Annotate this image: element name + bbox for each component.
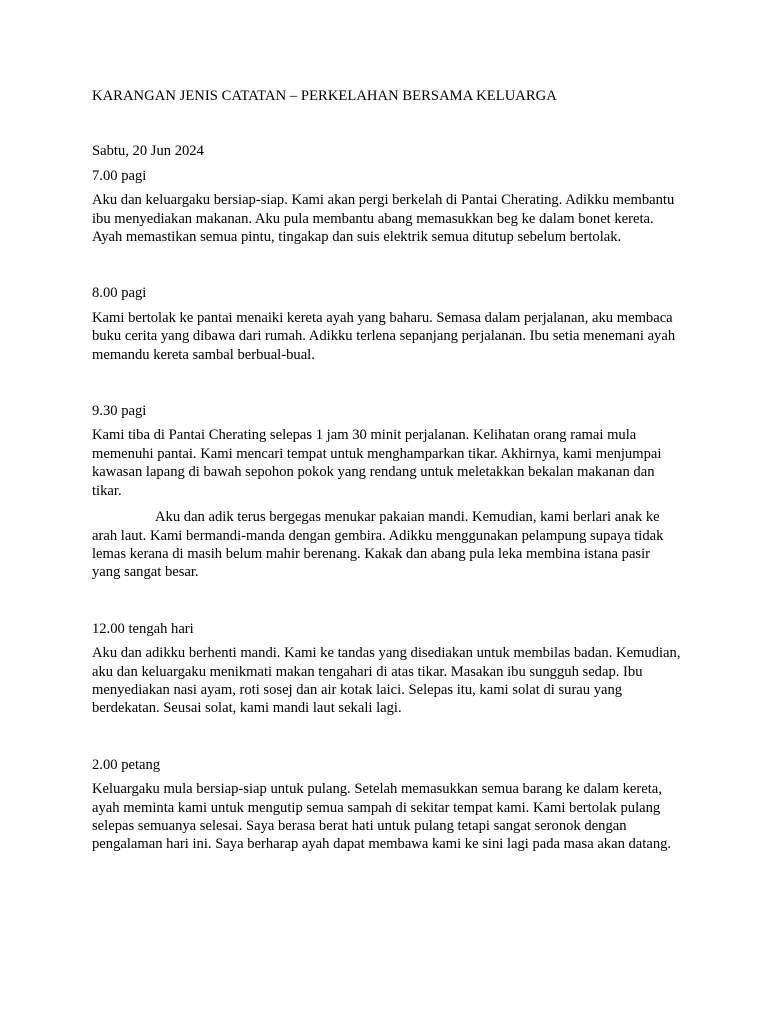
section-gap xyxy=(92,372,682,402)
entry-time: 7.00 pagi xyxy=(92,167,147,184)
entry-paragraph: Keluargaku mula bersiap-siap untuk pulang. Setelah memasukkan semua barang ke dalam kereta, ayah meminta kami untuk mengutip semua sampah di sekitar tempat kami. Kami bertolak pulang selepas semuanya selesai. Saya berasa berat hati untuk pulang tetapi sangat seronok dengan pengalaman hari ini. Saya berharap ayah dapat membawa kami ke sini lagi pada masa akan datang. xyxy=(92,781,672,853)
section-gap xyxy=(92,590,682,620)
entry-paragraph: Kami tiba di Pantai Cherating selepas 1 jam 30 minit perjalanan. Kelihatan orang ramai mula memenuhi pantai. Kami mencari tempat untuk menghamparkan tikar. Akhirnya, kami menjumpai kawasan lapang di bawah sepohon pokok yang rendang untuk meletakkan bekalan makanan dan tikar. xyxy=(92,427,662,499)
section-gap xyxy=(92,726,682,756)
entry-date: Sabtu, 20 Jun 2024 xyxy=(92,143,204,160)
entry-time: 8.00 pagi xyxy=(92,285,147,302)
entry-time: 12.00 tengah hari xyxy=(92,620,194,637)
document-page xyxy=(92,87,682,862)
entry-0800 xyxy=(92,284,682,364)
entry-1400 xyxy=(92,756,682,854)
entry-paragraph: Aku dan adikku berhenti mandi. Kami ke tandas yang disediakan untuk membilas badan. Kemudian, aku dan keluargaku menikmati makan tengahari di atas tikar. Masakan ibu sungguh sedap. Ibu menyediakan nasi ayam, roti sosej dan air kotak laici. Selepas itu, kami solat di surau yang berdekatan. Seusai solat, kami mandi laut sekali lagi. xyxy=(92,645,681,717)
entry-time: 9.30 pagi xyxy=(92,403,147,420)
entry-paragraph: Aku dan keluargaku bersiap-siap. Kami akan pergi berkelah di Pantai Cherating. Adikku membantu ibu menyediakan makanan. Aku pula membantu abang memasukkan beg ke dalam bonet kereta. Ayah memastikan semua pintu, tingakap dan suis elektrik semua ditutup sebelum bertolak. xyxy=(92,192,675,246)
entry-0930 xyxy=(92,402,682,582)
section-gap xyxy=(92,254,682,284)
entry-paragraph: Kami bertolak ke pantai menaiki kereta ayah yang baharu. Semasa dalam perjalanan, aku membaca buku cerita yang dibawa dari rumah. Adikku terlena sepanjang perjalanan. Ibu setia menemani ayah memandu kereta sambal berbual-bual. xyxy=(92,309,676,363)
entry-time: 2.00 petang xyxy=(92,756,161,773)
entry-1200 xyxy=(92,620,682,718)
entry-paragraph-indented: Aku dan adik terus bergegas menukar pakaian mandi. Kemudian, kami berlari anak ke arah laut. Kami bermandi-manda dengan gembira. Adikku menggunakan pelampung supaya tidak lemas kerana di masih belum mahir berenang. Kakak dan abang pula leka membina istana pasir yang sangat besar. xyxy=(92,509,664,581)
entry-0700 xyxy=(92,167,682,247)
document-title: KARANGAN JENIS CATATAN – PERKELAHAN BERSAMA KELUARGA xyxy=(92,88,557,104)
